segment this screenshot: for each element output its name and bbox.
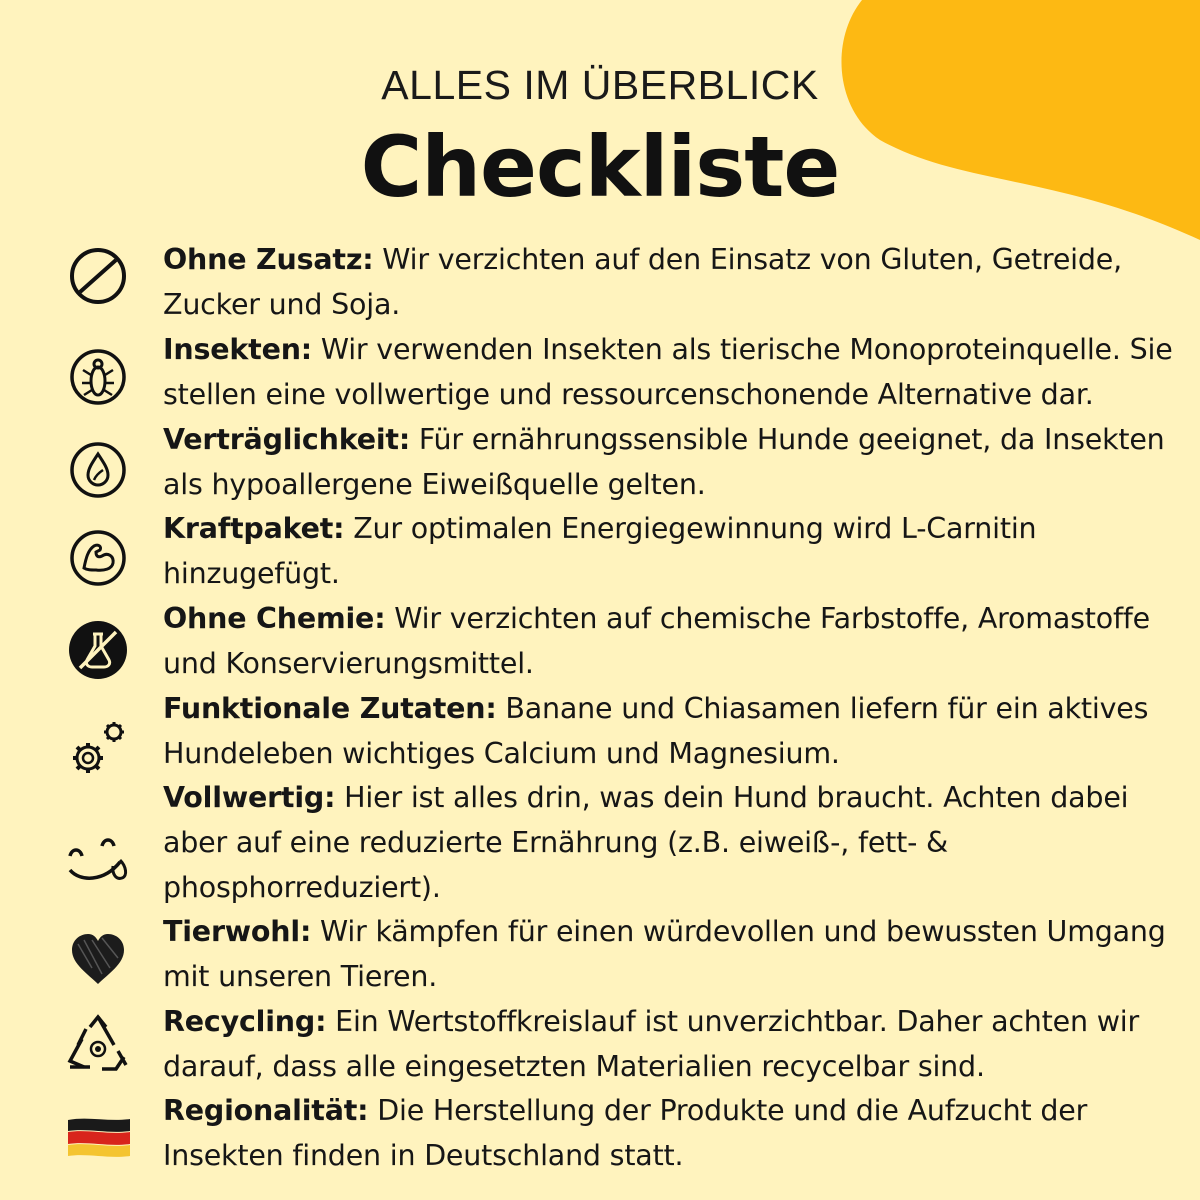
- checklist-item-label: Ohne Zusatz:: [163, 243, 374, 276]
- checklist-item-label: Kraftpaket:: [163, 512, 345, 545]
- checklist-item-description: Hier ist alles drin, was dein Hund braucht. Achten dabei aber auf eine reduzierte Ernährung (z.B. eiweiß-, fett- & phosphorreduziert).: [163, 781, 1129, 904]
- insect-icon: [58, 337, 138, 417]
- checklist-item-label: Vollwertig:: [163, 781, 336, 814]
- recycling-icon: [58, 1005, 138, 1085]
- checklist-item-text: [163, 418, 1173, 508]
- checklist-item-label: Funktionale Zutaten:: [163, 692, 497, 725]
- checklist-item-description: Für ernährungssensible Hunde geeignet, da Insekten als hypoallergene Eiweißquelle gelten.: [163, 423, 1165, 501]
- checklist-item-text: [163, 507, 1173, 597]
- checklist-item-label: Ohne Chemie:: [163, 602, 386, 635]
- checklist-item-text: [163, 1089, 1173, 1179]
- checklist-item-description: Wir verzichten auf den Einsatz von Gluten, Getreide, Zucker und Soja.: [163, 243, 1122, 321]
- heart-icon: [58, 918, 138, 998]
- drop-leaf-icon: [58, 430, 138, 510]
- page-subtitle: ALLES IM ÜBERBLICK: [381, 62, 819, 108]
- checklist-item-description: Wir verwenden Insekten als tierische Monoproteinquelle. Sie stellen eine vollwertige und ressourcenschonende Alternative dar.: [163, 333, 1173, 411]
- checklist-item-description: Ein Wertstoffkreislauf ist unverzichtbar. Daher achten wir darauf, dass alle eingesetzten Materialien recycelbar sind.: [163, 1005, 1140, 1083]
- checklist-item-description: Wir kämpfen für einen würdevollen und bewussten Umgang mit unseren Tieren.: [163, 915, 1166, 993]
- checklist-item-text: [163, 687, 1173, 777]
- checklist-item-description: Banane und Chiasamen liefern für ein aktives Hundeleben wichtiges Calcium und Magnesium.: [163, 692, 1149, 770]
- no-sign-icon: [58, 236, 138, 316]
- checklist-item-label: Recycling:: [163, 1005, 327, 1038]
- checklist-item-description: Wir verzichten auf chemische Farbstoffe, Aromastoffe und Konservierungsmittel.: [163, 602, 1150, 680]
- checklist-item-label: Insekten:: [163, 333, 312, 366]
- checklist-item-label: Regionalität:: [163, 1094, 369, 1127]
- checklist-item-text: [163, 910, 1173, 1000]
- checklist-item-text: [163, 776, 1173, 910]
- tasty-face-icon: [58, 818, 138, 898]
- checklist-item-description: Die Herstellung der Produkte und die Aufzucht der Insekten finden in Deutschland statt.: [163, 1094, 1088, 1172]
- checklist-item-label: Tierwohl:: [163, 915, 312, 948]
- checklist-item-label: Verträglichkeit:: [163, 423, 411, 456]
- checklist-item-text: [163, 597, 1173, 687]
- checklist-item-text: [163, 1000, 1173, 1090]
- muscle-icon: [58, 518, 138, 598]
- checklist-item-description: Zur optimalen Energiegewinnung wird L-Carnitin hinzugefügt.: [163, 512, 1037, 590]
- no-chemicals-icon: [58, 610, 138, 690]
- checklist-item-text: [163, 328, 1173, 418]
- german-flag-icon: [58, 1098, 138, 1178]
- checklist-item-text: [163, 238, 1173, 328]
- page-title: Checkliste: [360, 118, 840, 216]
- gears-icon: [58, 710, 138, 790]
